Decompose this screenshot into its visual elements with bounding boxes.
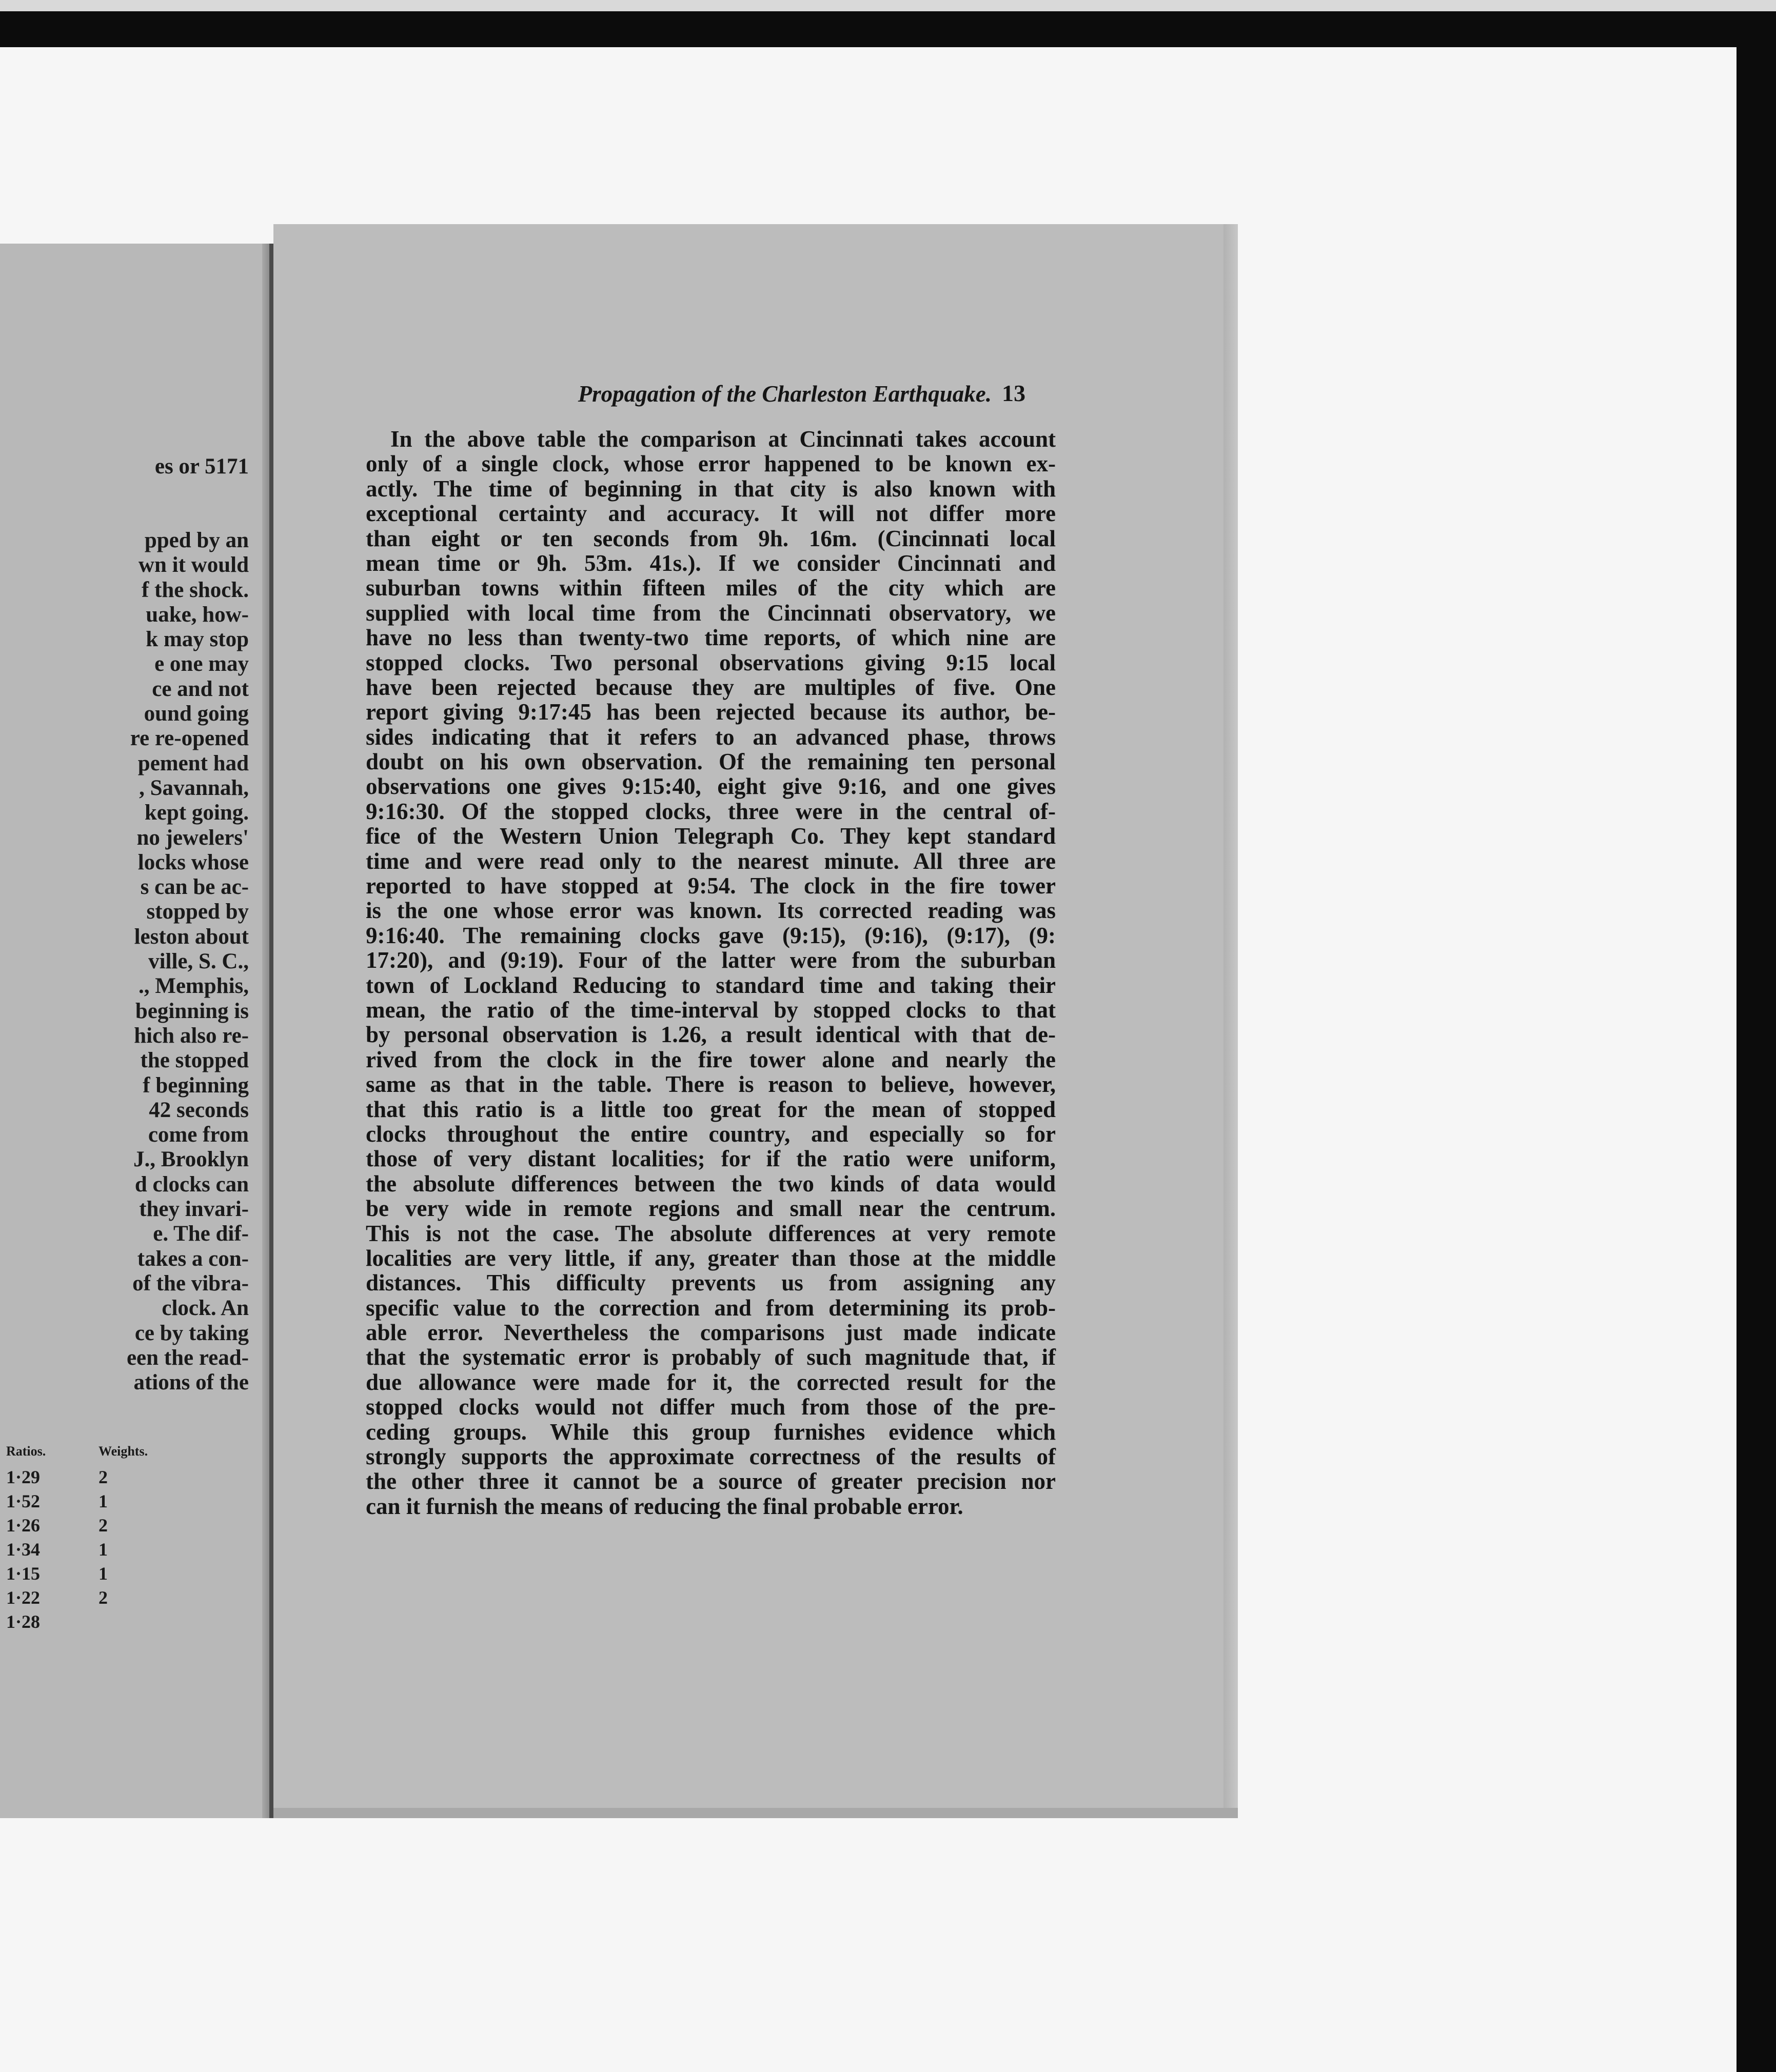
right-page-edge	[1224, 224, 1238, 1818]
body-line: exceptional certainty and accuracy. It will not differ more	[366, 501, 1056, 527]
body-line: reported to have stopped at 9:54. The clock in the fire tower	[366, 873, 1056, 899]
body-line: that this ratio is a little too great for the mean of stopped	[366, 1096, 1056, 1122]
left-page-line: hich also re-	[134, 1023, 249, 1048]
left-page-line: f the shock.	[141, 577, 249, 602]
left-page-line: pement had	[137, 751, 249, 775]
left-page-line: 42 seconds	[149, 1098, 249, 1122]
body-line: fice of the Western Union Telegraph Co. They kept standard	[366, 823, 1056, 849]
body-line: doubt on his own observation. Of the remaining ten personal	[366, 749, 1056, 775]
left-page-line: pped by an	[144, 528, 249, 552]
body-line: the absolute differences between the two kinds of data would	[366, 1170, 1056, 1197]
body-line: ceding groups. While this group furnishes evidence which	[366, 1419, 1056, 1445]
left-page-line: ce by taking	[134, 1321, 249, 1345]
table-row	[0, 1512, 269, 1537]
left-page-line: e one may	[154, 652, 249, 676]
weight-cell: 2	[98, 1467, 108, 1487]
body-line: specific value to the correction and from determining its prob-	[366, 1294, 1056, 1321]
body-line: be very wide in remote regions and small near the centrum.	[366, 1196, 1056, 1222]
table-row	[0, 1585, 269, 1609]
left-page-fold	[262, 244, 269, 1818]
body-line: have been rejected because they are multiples of five. One	[366, 674, 1056, 700]
right-page	[273, 224, 1238, 1818]
body-paragraph	[366, 427, 1056, 1519]
body-line: able error. Nevertheless the comparisons just made indicate	[366, 1320, 1056, 1346]
weights-header: Weights.	[98, 1444, 148, 1459]
body-line: due allowance were made for it, the corrected result for the	[366, 1369, 1056, 1395]
table-row	[0, 1561, 269, 1585]
left-page-line: ations of the	[133, 1370, 249, 1395]
body-line: strongly supports the approximate correctness of the results of	[366, 1444, 1056, 1470]
weight-cell: 1	[98, 1491, 108, 1511]
ratio-cell: 1·28	[6, 1611, 41, 1632]
body-line: stopped clocks would not differ much from those of the pre-	[366, 1394, 1056, 1420]
weight-cell: 1	[98, 1563, 108, 1584]
left-page-line: e. The dif-	[153, 1222, 249, 1246]
body-line: suburban towns within fifteen miles of the city which are	[366, 575, 1056, 601]
ratio-cell: 1·22	[6, 1587, 41, 1608]
right-page-bottom-edge	[273, 1808, 1238, 1818]
body-line: 9:16:40. The remaining clocks gave (9:15), (9:16), (9:17), (9:	[366, 922, 1056, 948]
page-gutter	[269, 244, 273, 1818]
left-page	[0, 244, 269, 1818]
left-page-text	[3, 528, 249, 1395]
running-head: Propagation of the Charleston Earthquake.	[578, 381, 992, 407]
left-page-line: k may stop	[146, 627, 249, 652]
left-page-line: J., Brooklyn	[133, 1147, 249, 1172]
ratios-table-header	[0, 1439, 269, 1464]
body-line: is the one whose error was known. Its corrected reading was	[366, 898, 1056, 924]
left-page-line: een the read-	[126, 1345, 249, 1370]
left-page-line: locks whose	[137, 850, 249, 874]
body-line: In the above table the comparison at Cincinnati takes account	[390, 426, 1056, 452]
body-line: time and were read only to the nearest minute. All three are	[366, 848, 1056, 874]
ratio-cell: 1·34	[6, 1539, 41, 1560]
left-page-line: re re-opened	[130, 726, 249, 751]
left-page-line: f beginning	[143, 1073, 249, 1098]
body-line: that the systematic error is probably of such magnitude that, if	[366, 1344, 1056, 1370]
body-line: observations one gives 9:15:40, eight give 9:16, and one gives	[366, 773, 1056, 800]
left-page-line: ., Memphis,	[139, 974, 249, 999]
left-page-line: , Savannah,	[139, 775, 249, 800]
table-row	[0, 1464, 269, 1488]
ratio-cell: 1·15	[6, 1563, 41, 1584]
ratios-table-body	[0, 1464, 269, 1633]
body-line: town of Lockland Reducing to standard time and taking their	[366, 972, 1056, 998]
ratios-header: Ratios.	[6, 1444, 46, 1459]
body-line: actly. The time of beginning in that city is also known with	[366, 475, 1056, 502]
weight-cell: 2	[98, 1587, 108, 1608]
left-page-line: ville, S. C.,	[148, 949, 249, 974]
body-line: than eight or ten seconds from 9h. 16m. (Cincinnati local	[366, 525, 1056, 551]
ratios-table	[0, 1439, 269, 1633]
body-line: those of very distant localities; for if the ratio were uniform,	[366, 1146, 1056, 1172]
left-page-line: beginning is	[135, 999, 249, 1023]
left-page-line: wn it would	[138, 553, 249, 577]
body-line: by personal observation is 1.26, a result identical with that de-	[366, 1022, 1056, 1048]
body-line: only of a single clock, whose error happened to be known ex-	[366, 451, 1056, 477]
body-line: sides indicating that it refers to an advanced phase, throws	[366, 724, 1056, 750]
left-page-line: come from	[148, 1123, 249, 1147]
body-line: clocks throughout the entire country, and especially so for	[366, 1121, 1056, 1147]
body-line: mean time or 9h. 53m. 41s.). If we consider Cincinnati and	[366, 550, 1056, 576]
body-line: same as that in the table. There is reason to believe, however,	[366, 1071, 1056, 1098]
left-page-line: ce and not	[152, 676, 249, 701]
body-line: localities are very little, if any, greater than those at the middle	[366, 1245, 1056, 1271]
left-page-line: they invari-	[139, 1197, 249, 1222]
body-line: have no less than twenty-two time reports, of which nine are	[366, 625, 1056, 651]
left-page-line: ound going	[144, 702, 249, 726]
body-line: the other three it cannot be a source of greater precision nor	[366, 1468, 1056, 1495]
ratio-cell: 1·52	[6, 1491, 41, 1511]
table-row	[0, 1488, 269, 1512]
left-page-line: no jewelers'	[136, 825, 249, 850]
left-page-line: d clocks can	[134, 1172, 249, 1197]
ratio-cell: 1·26	[6, 1515, 41, 1536]
left-page-line: the stopped	[140, 1048, 249, 1073]
left-page-line: s can be ac-	[140, 875, 249, 900]
left-page-line: of the vibra-	[132, 1271, 249, 1296]
page-number: 13	[1002, 380, 1025, 406]
ratio-cell: 1·29	[6, 1467, 41, 1487]
scan-top-strip	[0, 0, 1776, 11]
body-line: This is not the case. The absolute differences at very remote	[366, 1220, 1056, 1246]
weight-cell: 2	[98, 1515, 108, 1536]
left-page-line: uake, how-	[146, 602, 249, 627]
body-line: can it furnish the means of reducing the final probable error.	[366, 1493, 963, 1519]
left-page-line: leston about	[134, 924, 249, 949]
table-row	[0, 1537, 269, 1561]
body-line: rived from the clock in the fire tower alone and nearly the	[366, 1046, 1056, 1072]
body-line: mean, the ratio of the time-interval by stopped clocks to that	[366, 997, 1056, 1023]
left-page-line: clock. An	[162, 1296, 249, 1321]
left-page-line: kept going.	[144, 801, 249, 825]
left-page-top-line: es or 5171	[154, 454, 249, 479]
body-line: 17:20), and (9:19). Four of the latter were from the suburban	[366, 947, 1056, 973]
table-row	[0, 1609, 269, 1633]
body-line: 9:16:30. Of the stopped clocks, three were in the central of-	[366, 798, 1056, 824]
body-line: supplied with local time from the Cincinnati observatory, we	[366, 600, 1056, 626]
left-page-line: takes a con-	[137, 1246, 249, 1271]
body-line: distances. This difficulty prevents us from assigning any	[366, 1270, 1056, 1296]
body-line: stopped clocks. Two personal observations giving 9:15 local	[366, 649, 1056, 675]
left-page-line: stopped by	[146, 900, 249, 924]
weight-cell: 1	[98, 1539, 108, 1560]
body-line: report giving 9:17:45 has been rejected because its author, be-	[366, 699, 1056, 725]
